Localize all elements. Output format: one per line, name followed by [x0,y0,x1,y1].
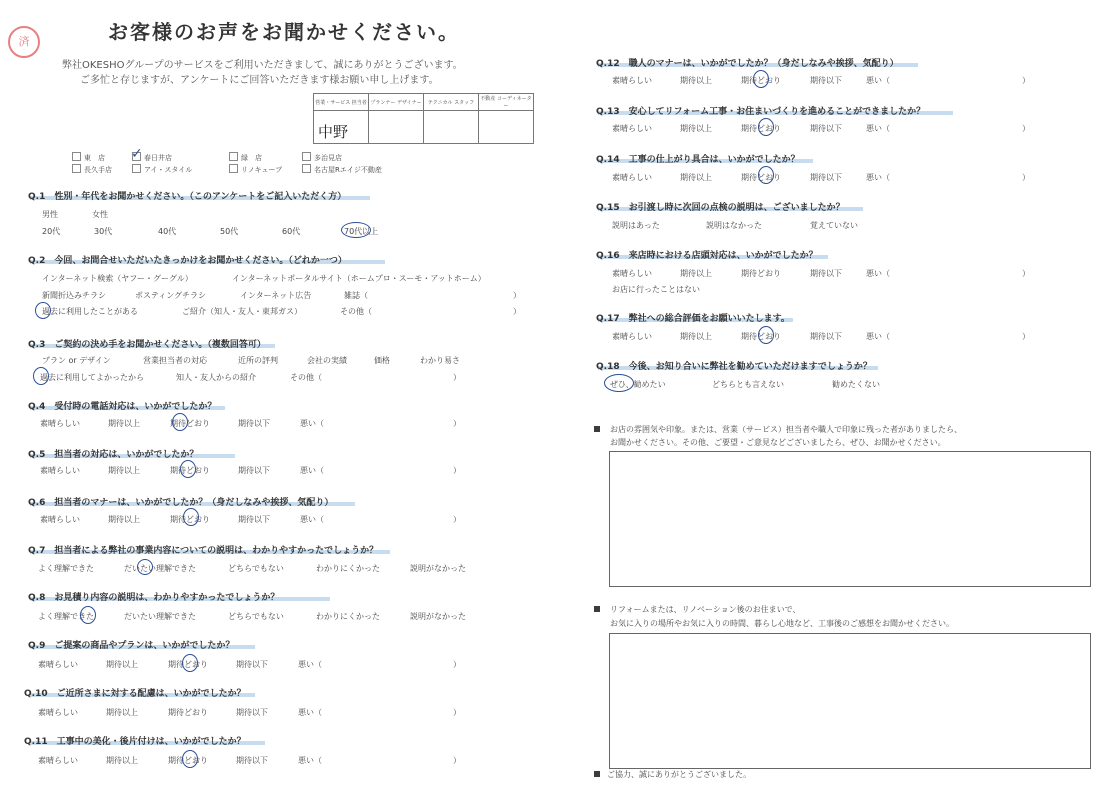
rating-below[interactable]: 期待以下 [810,173,842,182]
rating-below[interactable]: 期待以下 [238,419,270,428]
option-dont-remember[interactable]: 覚えていない [810,221,858,230]
question-q3: Q.3 ご契約の決め手をお聞かせください。（複数回答可） [28,340,266,350]
rating-excellent[interactable]: 素晴らしい [40,419,80,428]
rating-excellent[interactable]: 素晴らしい [612,76,652,85]
option-reputation[interactable]: 近所の評判 [238,356,278,365]
rating-below[interactable]: 期待以下 [238,466,270,475]
paren-close: ） [453,373,461,382]
option-fully-understood[interactable]: よく理解できた [38,612,94,621]
paren-close: ） [1022,173,1030,182]
staff-header-realestate: 不動産 コーディネーター [479,94,534,111]
question-q8: Q.8 お見積り内容の説明は、わかりやすかったでしょうか？ [28,593,280,603]
rating-bad[interactable]: 悪い（ [300,419,324,428]
bullet-square-icon [594,426,600,432]
rating-bad[interactable]: 悪い（ [866,269,890,278]
answer-circle [604,374,634,392]
option-sales-response[interactable]: 営業担当者の対応 [143,356,207,365]
rating-bad[interactable]: 悪い（ [866,332,890,341]
option-never-visited[interactable]: お店に行ったことはない [612,285,700,294]
option-female[interactable]: 女性 [92,210,108,219]
answer-circle [182,750,198,768]
answer-circle [182,654,198,672]
rating-bad[interactable]: 悪い（ [298,756,322,765]
answer-circle [35,302,51,319]
option-used-before[interactable]: 過去に利用したことがある [42,307,138,316]
rating-bad[interactable]: 悪い（ [300,466,324,475]
question-q12: Q.12 職人のマナーは、いかがでしたか？（身だしなみや挨拶、気配り） [596,59,899,69]
option-magazine[interactable]: 雑誌（ [344,291,368,300]
paren-close: ） [1022,269,1030,278]
comment-1-prompt-line-1: お店の雰囲気や印象。または、営業（サービス）担当者や職人で印象に残った者がありましたら、 [610,425,962,434]
staff-cell-technical[interactable] [424,111,479,144]
rating-below[interactable]: 期待以下 [810,332,842,341]
staff-cell-realestate[interactable] [479,111,534,144]
answer-circle [137,559,153,575]
page-title: お客様のお声をお聞かせください。 [108,20,460,44]
rating-excellent[interactable]: 素晴らしい [612,332,652,341]
question-q6: Q.6 担当者のマナーは、いかがでしたか？（身だしなみや挨拶、気配り） [28,498,334,508]
answer-circle [341,222,371,238]
comment-2-textarea[interactable] [609,633,1091,769]
store-east[interactable]: 東 店 [72,152,105,163]
rating-excellent[interactable]: 素晴らしい [40,466,80,475]
option-mostly-understood[interactable]: だいたい理解できた [124,564,196,573]
answer-circle [758,326,774,344]
received-stamp: 済 [8,26,40,58]
rating-as-expected[interactable]: 期待どおり [741,76,781,85]
rating-excellent[interactable]: 素晴らしい [38,660,78,669]
answer-circle [758,118,774,136]
staff-header-sales: 営業・サービス 担当者 [314,94,369,111]
rating-bad[interactable]: 悪い（ [866,76,890,85]
comment-1-prompt-line-2: お聞かせください。その他、ご要望・ご意見などございましたら、ぜひ、お聞かせください。 [610,438,946,447]
checkbox[interactable] [229,164,238,173]
rating-excellent[interactable]: 素晴らしい [38,708,78,717]
option-plan-design[interactable]: プラン or デザイン [42,356,111,365]
checkbox[interactable] [132,164,141,173]
question-q14: Q.14 工事の仕上がり具合は、いかがでしたか？ [596,155,800,165]
option-other[interactable]: その他（ [290,373,322,382]
option-not-explained[interactable]: 説明はなかった [706,221,762,230]
option-definitely-recommend[interactable]: ぜひ、勧めたい [610,380,666,389]
answer-circle [758,166,774,184]
option-good-past-experience[interactable]: 過去に利用してよかったから [40,373,144,382]
checkbox[interactable] [72,164,81,173]
rating-below[interactable]: 期待以下 [236,708,268,717]
option-neither[interactable]: どちらとも言えない [712,380,784,389]
paren-close: ） [453,466,461,475]
option-explained[interactable]: 説明はあった [612,221,660,230]
rating-as-expected[interactable]: 期待どおり [170,515,210,524]
question-q9: Q.9 ご提案の商品やプランは、いかがでしたか？ [28,641,235,651]
option-no-explanation[interactable]: 説明がなかった [410,612,466,621]
store-renocube[interactable]: リノキューブ [229,164,282,175]
rating-excellent[interactable]: 素晴らしい [612,269,652,278]
rating-above[interactable]: 期待以上 [108,466,140,475]
option-mostly-understood[interactable]: だいたい理解できた [124,612,196,621]
rating-as-expected[interactable]: 期待どおり [168,708,208,717]
option-age-50s[interactable]: 50代 [220,227,239,236]
paren-close: ） [453,756,461,765]
question-q2: Q.2 今回、お問合せいただいたきっかけをお聞かせください。（どれか一つ） [28,256,347,266]
rating-below[interactable]: 期待以下 [810,124,842,133]
footer-thanks: ご協力、誠にありがとうございました。 [607,770,751,779]
question-q13: Q.13 安心してリフォーム工事・お住まいづくりを進めることができましたか？ [596,107,926,117]
paren-close: ） [513,307,521,316]
option-age-70plus[interactable]: 70代以上 [344,227,379,236]
option-not-recommend[interactable]: 勧めたくない [832,380,880,389]
store-nagakute[interactable]: 長久手店 [72,164,112,175]
question-q17: Q.17 弊社への総合評価をお願いいたします。 [596,314,790,324]
checkbox[interactable] [302,164,311,173]
answer-circle [172,413,188,431]
paren-close: ） [1022,124,1030,133]
option-newspaper-flyer[interactable]: 新聞折込みチラシ [42,291,106,300]
rating-above[interactable]: 期待以上 [106,756,138,765]
rating-below[interactable]: 期待以下 [236,756,268,765]
staff-header-technical: テクニカル スタッフ [424,94,479,111]
rating-excellent[interactable]: 素晴らしい [40,515,80,524]
rating-above[interactable]: 期待以上 [108,515,140,524]
paren-close: ） [1022,76,1030,85]
option-neutral[interactable]: どちらでもない [228,612,284,621]
rating-below[interactable]: 期待以下 [810,269,842,278]
option-price[interactable]: 価格 [374,356,390,365]
rating-above[interactable]: 期待以上 [106,660,138,669]
rating-below[interactable]: 期待以下 [810,76,842,85]
rating-below[interactable]: 期待以下 [236,660,268,669]
intro-line-2: ご多忙と存じますが、アンケートにご回答いただきます様お願い申し上げます。 [80,75,439,86]
rating-above[interactable]: 期待以上 [680,76,712,85]
comment-2-prompt-line-1: リフォームまたは、リノベーション後のお住まいで、 [610,605,801,614]
option-friend-referral[interactable]: 知人・友人からの紹介 [176,373,256,382]
rating-as-expected[interactable]: 期待どおり [741,173,781,182]
question-q18: Q.18 今後、お知り合いに弊社を勧めていただけますでしょうか？ [596,362,872,372]
option-posting-flyer[interactable]: ポスティングチラシ [135,291,207,300]
rating-excellent[interactable]: 素晴らしい [612,124,652,133]
question-q16: Q.16 来店時における店頭対応は、いかがでしたか？ [596,251,818,261]
store-midori[interactable]: 緑 店 [229,152,262,163]
rating-bad[interactable]: 悪い（ [300,515,324,524]
option-neutral[interactable]: どちらでもない [228,564,284,573]
option-fully-understood[interactable]: よく理解できた [38,564,94,573]
option-referral[interactable]: ご紹介（知人・友人・東邦ガス） [182,307,302,316]
rating-above[interactable]: 期待以上 [680,269,712,278]
rating-bad[interactable]: 悪い（ [298,708,322,717]
store-kasugai[interactable]: 春日井店 [132,152,172,163]
rating-as-expected[interactable]: 期待どおり [168,756,208,765]
paren-close: ） [453,708,461,717]
paren-close: ） [513,291,521,300]
option-male[interactable]: 男性 [42,210,58,219]
rating-above[interactable]: 期待以上 [680,124,712,133]
rating-as-expected[interactable]: 期待どおり [168,660,208,669]
answer-circle [80,606,96,624]
paren-close: ） [1022,332,1030,341]
answer-circle [183,508,199,526]
rating-below[interactable]: 期待以下 [238,515,270,524]
rating-as-expected[interactable]: 期待どおり [170,419,210,428]
rating-above[interactable]: 期待以上 [680,332,712,341]
option-age-60s[interactable]: 60代 [282,227,301,236]
store-tajimi[interactable]: 多治見店 [302,152,342,163]
option-age-40s[interactable]: 40代 [158,227,177,236]
option-age-20s[interactable]: 20代 [42,227,61,236]
rating-as-expected[interactable]: 期待どおり [741,332,781,341]
checkbox[interactable] [302,152,311,161]
question-q1: Q.1 性別・年代をお聞かせください。（このアンケートをご記入いただく方） [28,192,347,202]
staff-cell-planner[interactable] [369,111,424,144]
question-q10: Q.10 ご近所さまに対する配慮は、いかがでしたか？ [24,689,246,699]
paren-close: ） [453,515,461,524]
comment-2-prompt-line-2: お気に入りの場所やお気に入りの時間、暮らし心地など、工事後のご感想をお聞かせください。 [610,619,954,628]
rating-as-expected[interactable]: 期待どおり [741,269,781,278]
option-age-30s[interactable]: 30代 [94,227,113,236]
option-no-explanation[interactable]: 説明がなかった [410,564,466,573]
rating-excellent[interactable]: 素晴らしい [38,756,78,765]
option-hard-to-understand[interactable]: わかりにくかった [316,564,380,573]
rating-above[interactable]: 期待以上 [106,708,138,717]
rating-above[interactable]: 期待以上 [680,173,712,182]
rating-as-expected[interactable]: 期待どおり [170,466,210,475]
checkbox[interactable] [229,152,238,161]
question-q4: Q.4 受付時の電話対応は、いかがでしたか？ [28,402,217,412]
rating-as-expected[interactable]: 期待どおり [741,124,781,133]
rating-excellent[interactable]: 素晴らしい [612,173,652,182]
option-hard-to-understand[interactable]: わかりにくかった [316,612,380,621]
sales-signature: 中野 [318,123,349,141]
checkmark-icon: ✓ [131,146,143,162]
rating-above[interactable]: 期待以上 [108,419,140,428]
option-internet-search[interactable]: インターネット検索（ヤフー・グーグル） [42,274,193,283]
bullet-square-icon [594,771,600,777]
option-internet-ad[interactable]: インターネット広告 [240,291,312,300]
option-portal-site[interactable]: インターネットポータルサイト（ホームプロ・スーモ・アットホーム） [232,274,486,283]
answer-circle [753,70,769,88]
option-clarity[interactable]: わかり易さ [420,356,460,365]
rating-bad[interactable]: 悪い（ [866,173,890,182]
store-istyle[interactable]: アイ・スタイル [132,164,192,175]
intro-line-1: 弊社OKESHOグループのサービスをご利用いただきまして、誠にありがとうございます。 [62,60,463,71]
option-track-record[interactable]: 会社の実績 [307,356,347,365]
paren-close: ） [453,660,461,669]
staff-header-planner: プランナー デザイナー [369,94,424,111]
checkbox[interactable] [72,152,81,161]
paren-close: ） [453,419,461,428]
question-q5: Q.5 担当者の対応は、いかがでしたか？ [28,450,199,460]
rating-bad[interactable]: 悪い（ [866,124,890,133]
answer-circle [180,460,196,478]
option-other[interactable]: その他（ [340,307,372,316]
question-q15: Q.15 お引渡し時に次回の点検の説明は、ございましたか？ [596,203,845,213]
comment-1-textarea[interactable] [609,451,1091,587]
rating-bad[interactable]: 悪い（ [298,660,322,669]
question-q11: Q.11 工事中の美化・後片付けは、いかがでしたか？ [24,737,246,747]
bullet-square-icon [594,606,600,612]
question-q7: Q.7 担当者による弊社の事業内容についての説明は、わかりやすかったでしょうか？ [28,546,379,556]
answer-circle [33,367,49,385]
store-nagoya-rage[interactable]: 名古屋Rエイジ不動産 [302,164,382,175]
